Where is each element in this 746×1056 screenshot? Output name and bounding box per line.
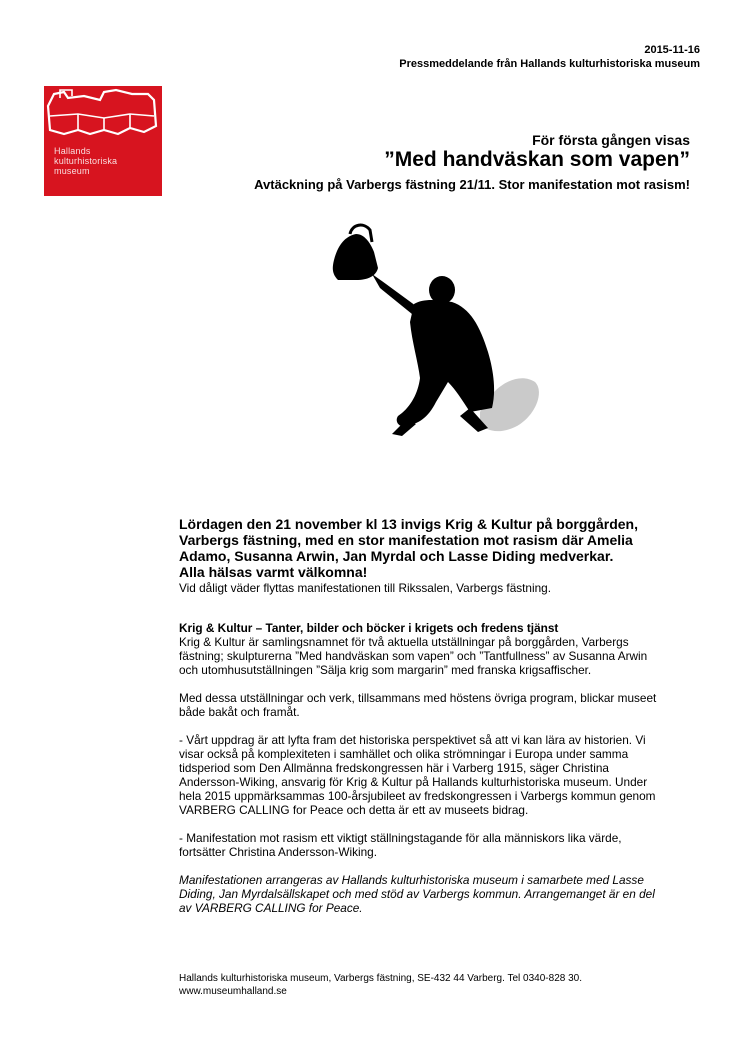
text-line: VARBERG CALLING for Peace och detta är ett av museets bidrag.	[179, 803, 529, 817]
text-line: Diding, Jan Myrdalsällskapet och med stöd av Varbergs kommun. Arrangemanget är en del	[179, 887, 655, 901]
text-line: Med dessa utställningar och verk, tillsammans med höstens övriga program, blickar museet	[179, 691, 657, 705]
museum-logo	[44, 86, 162, 196]
handbag-woman-silhouette-icon	[320, 222, 550, 452]
press-line: Pressmeddelande från Hallands kulturhistoriska museum	[399, 58, 700, 70]
text-line: fästning; skulpturerna ”Med handväskan som vapen” och ”Tantfullness” av Susanna Arwin	[179, 649, 648, 663]
text-line: Manifestationen arrangeras av Hallands kulturhistoriska museum i samarbete med Lasse	[179, 873, 644, 887]
text-line: och utomhusutställningen ”Sälja krig som margarin” med franska krigsaffischer.	[179, 663, 592, 677]
section-heading: Krig & Kultur – Tanter, bilder och böcker i krigets och fredens tjänst	[179, 621, 559, 635]
text-line: fortsätter Christina Andersson-Wiking.	[179, 845, 378, 859]
logo-line: museum	[54, 166, 90, 176]
paragraph-3	[179, 733, 719, 817]
sculpture-figure	[320, 222, 550, 452]
paragraph-2	[179, 691, 719, 719]
paragraph-5	[179, 873, 719, 915]
footer-url: www.museumhalland.se	[179, 986, 287, 997]
kicker: För första gången visas	[532, 132, 690, 148]
text-line: hela 2015 uppmärksammas 100-årsjubileet av fredskongressen i Varbergs kommun genom	[179, 789, 656, 803]
lead-line: Lördagen den 21 november kl 13 invigs Krig & Kultur på borggården,	[179, 516, 638, 532]
text-line: Krig & Kultur är samlingsnamnet för två aktuella utställningar på borggården, Varbergs	[179, 635, 629, 649]
text-line: - Vårt uppdrag är att lyfta fram det historiska perspektivet så att vi kan lära av historien. Vi	[179, 733, 646, 747]
press-date: 2015-11-16	[644, 44, 700, 56]
lead-paragraph	[179, 516, 719, 580]
page-title: ”Med handväskan som vapen”	[384, 148, 690, 171]
lead-line: Adamo, Susanna Arwin, Jan Myrdal och Lasse Diding medverkar.	[179, 548, 614, 564]
paragraph-1	[179, 635, 719, 677]
text-line: tidsperiod som Den Allmänna fredskongressen här i Varberg 1915, säger Christina	[179, 761, 609, 775]
text-line: Andersson-Wiking, ansvarig för Krig & Kultur på Hallands kulturhistoriska museum. Under	[179, 775, 648, 789]
text-line: både bakåt och framåt.	[179, 705, 300, 719]
text-line: - Manifestation mot rasism ett viktigt ställningstagande för alla människors lika värde,	[179, 831, 622, 845]
fortress-logo-icon	[44, 86, 162, 196]
lead-line: Varbergs fästning, med en stor manifestation mot rasism där Amelia	[179, 532, 633, 548]
lead-line: Alla hälsas varmt välkomna!	[179, 564, 368, 580]
page-subtitle: Avtäckning på Varbergs fästning 21/11. Stor manifestation mot rasism!	[254, 177, 690, 192]
text-line: visar också på komplexiteten i samhället och olika strömningar i Europa under samma	[179, 747, 629, 761]
logo-line: Hallands	[54, 146, 91, 156]
paragraph-4	[179, 831, 719, 859]
logo-text	[54, 146, 154, 176]
press-body	[179, 516, 719, 915]
logo-line: kulturhistoriska	[54, 156, 118, 166]
weather-note: Vid dåligt väder flyttas manifestationen till Rikssalen, Varbergs fästning.	[179, 581, 552, 595]
text-line: av VARBERG CALLING for Peace.	[179, 901, 363, 915]
page-footer	[179, 972, 582, 998]
footer-address: Hallands kulturhistoriska museum, Varbergs fästning, SE-432 44 Varberg. Tel 0340-828 30.	[179, 973, 582, 984]
